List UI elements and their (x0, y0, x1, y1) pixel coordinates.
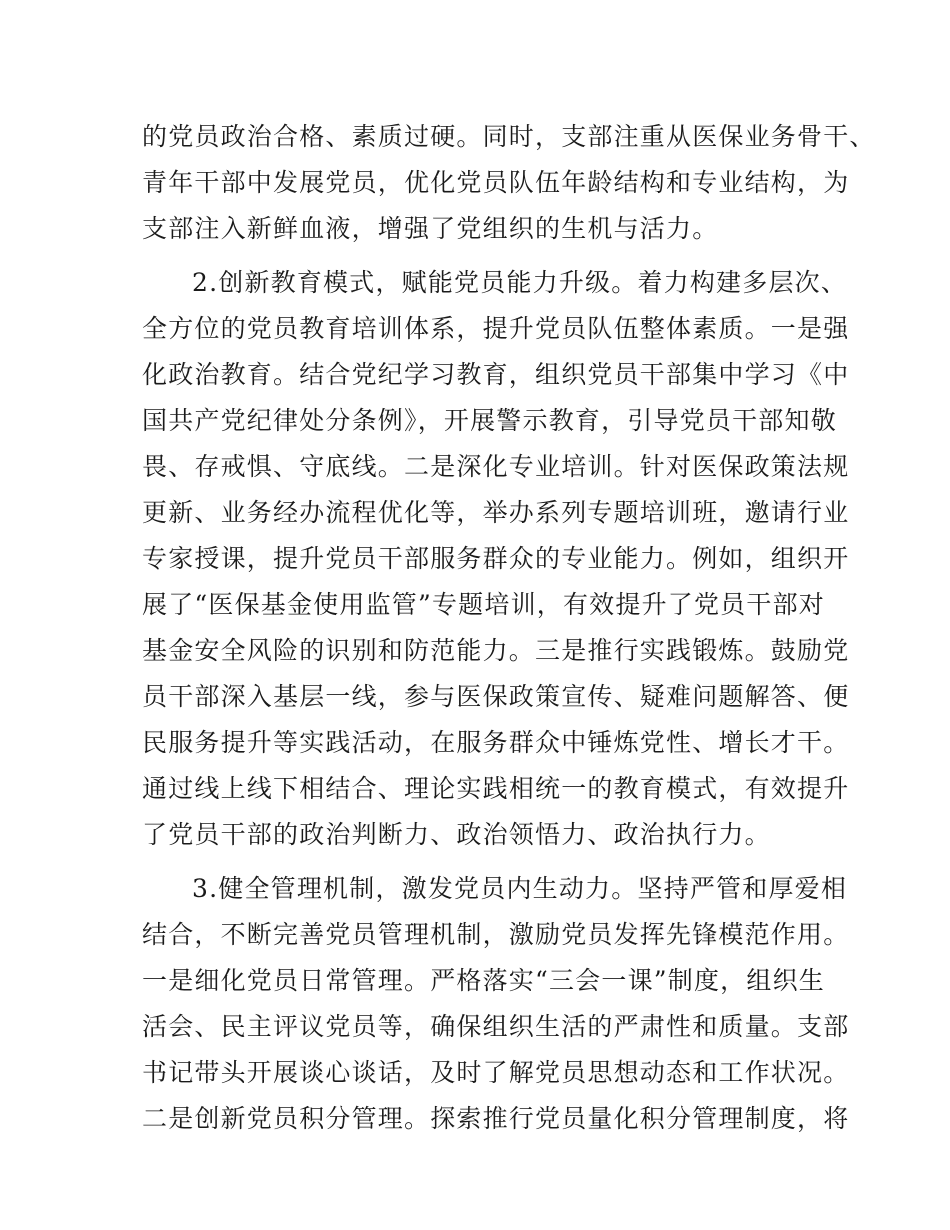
text-line: 3.健全管理机制，激发党员内生动力。坚持严管和厚爱相 (192, 874, 848, 903)
text-line: 全方位的党员教育培训体系，提升党员队伍整体素质。一是强 (142, 314, 850, 343)
text-line: 畏、存戒惧、守底线。二是深化专业培训。针对医保政策法规 (142, 452, 850, 481)
text-line: 了党员干部的政治判断力、政治领悟力、政治执行力。 (142, 820, 771, 849)
text-line: 2.创新教育模式，赋能党员能力升级。着力构建多层次、 (192, 268, 848, 297)
text-line: 展了“医保基金使用监管”专题培训，有效提升了党员干部对 (142, 590, 825, 619)
text-line: 一是细化党员日常管理。严格落实“三会一课”制度，组织生 (142, 966, 825, 995)
paragraph-3 (142, 866, 850, 1142)
paragraph-2 (142, 260, 850, 858)
text-line: 结合，不断完善党员管理机制，激励党员发挥先锋模范作用。 (142, 920, 850, 949)
text-line: 化政治教育。结合党纪学习教育，组织党员干部集中学习《中 (142, 360, 850, 389)
text-line: 专家授课，提升党员干部服务群众的专业能力。例如，组织开 (142, 544, 850, 573)
text-line: 基金安全风险的识别和防范能力。三是推行实践锻炼。鼓励党 (142, 636, 850, 665)
paragraph-1 (142, 114, 876, 252)
text-line: 活会、民主评议党员等，确保组织生活的严肃性和质量。支部 (142, 1012, 850, 1041)
text-line: 的党员政治合格、素质过硬。同时，支部注重从医保业务骨干、 (142, 122, 876, 151)
text-line: 更新、业务经办流程优化等，举办系列专题培训班，邀请行业 (142, 498, 850, 527)
text-line: 民服务提升等实践活动，在服务群众中锤炼党性、增长才干。 (142, 728, 850, 757)
text-line: 国共产党纪律处分条例》，开展警示教育，引导党员干部知敬 (142, 406, 837, 435)
text-line: 二是创新党员积分管理。探索推行党员量化积分管理制度，将 (142, 1104, 850, 1133)
text-line: 支部注入新鲜血液，增强了党组织的生机与活力。 (142, 214, 719, 243)
text-line: 员干部深入基层一线，参与医保政策宣传、疑难问题解答、便 (142, 682, 850, 711)
document-body (142, 114, 876, 1142)
text-line: 书记带头开展谈心谈话，及时了解党员思想动态和工作状况。 (142, 1058, 850, 1087)
text-line: 通过线上线下相结合、理论实践相统一的教育模式，有效提升 (142, 774, 850, 803)
text-line: 青年干部中发展党员，优化党员队伍年龄结构和专业结构，为 (142, 168, 850, 197)
